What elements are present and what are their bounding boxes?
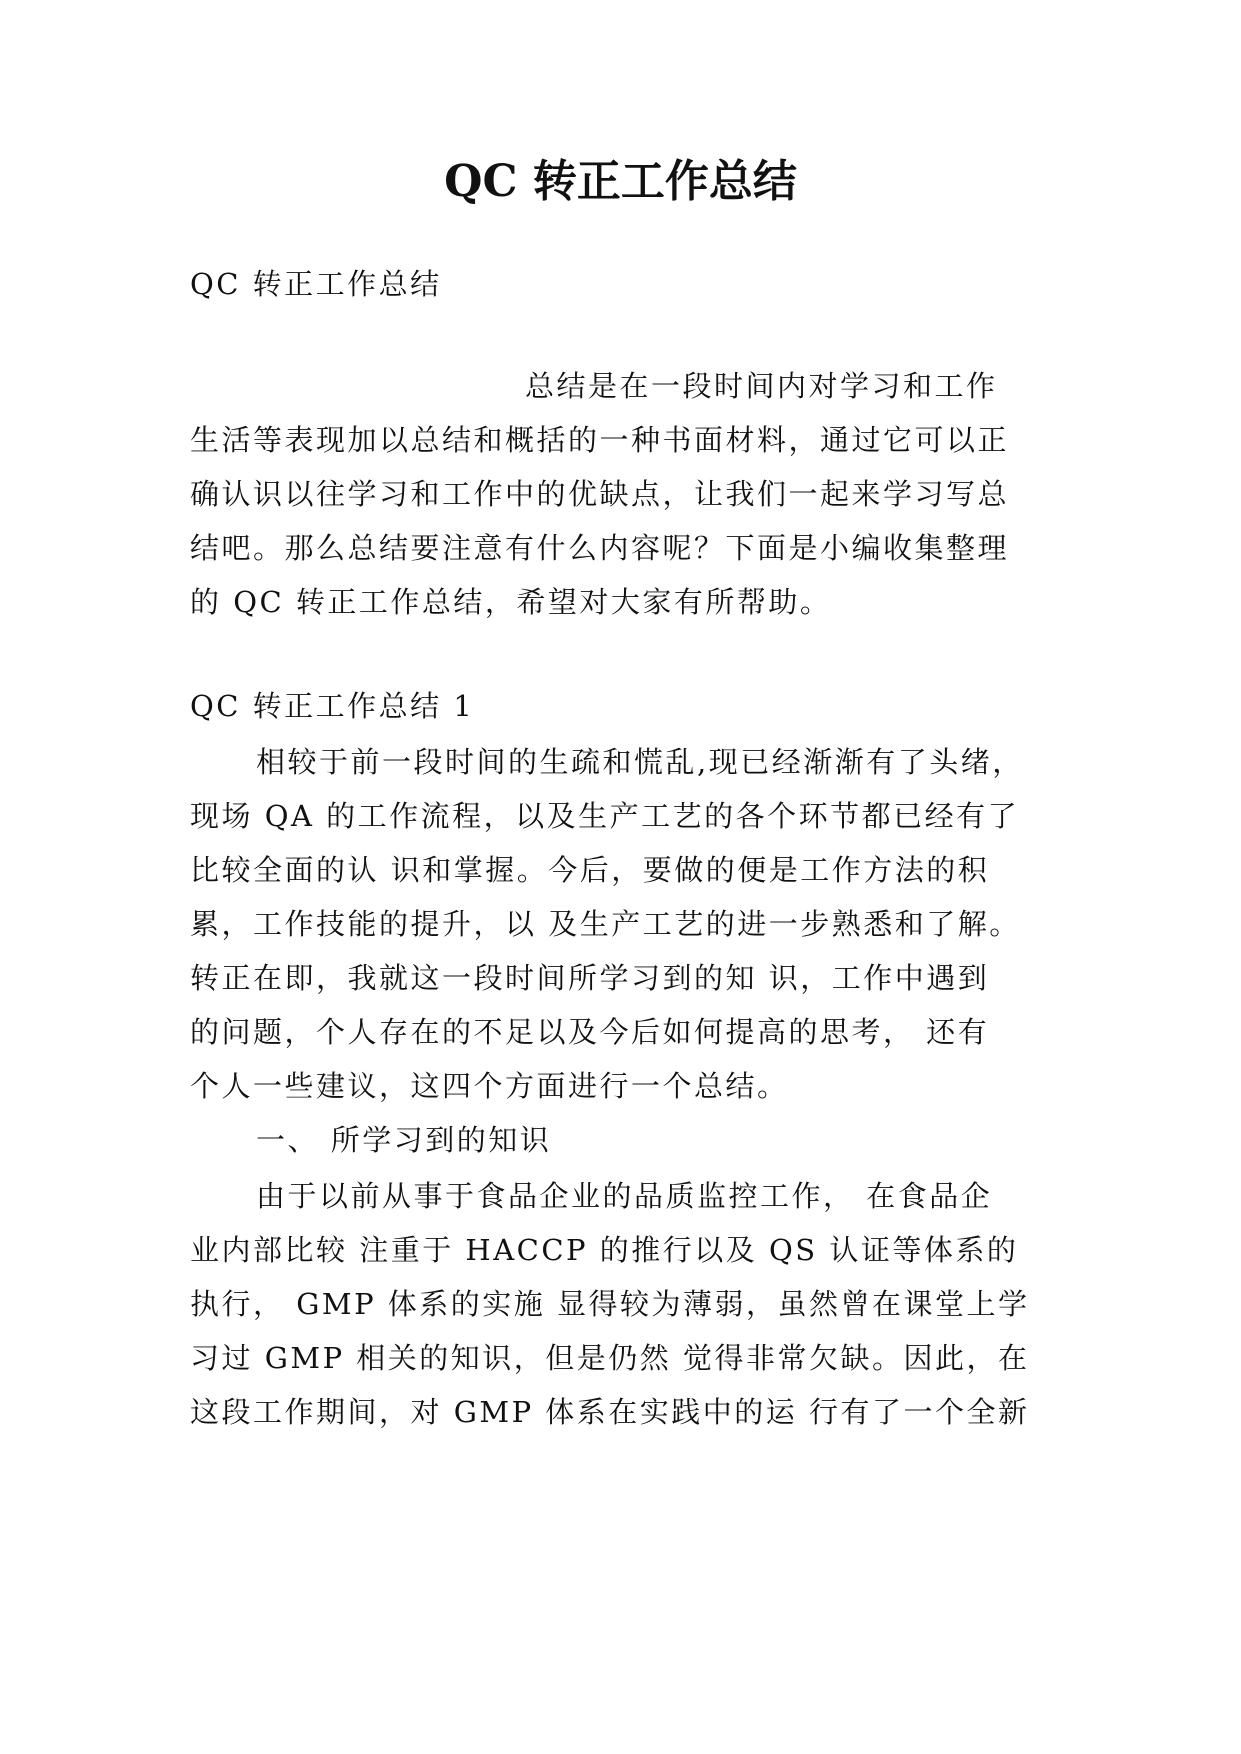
section1-line-2: 现场 QA 的工作流程，以及生产工艺的各个环节都已经有了 xyxy=(190,799,1020,833)
section1-body2-line-5: 这段工作期间，对 GMP 体系在实践中的运 行有了一个全新 xyxy=(190,1395,1030,1429)
section1-line-1: 相较于前一段时间的生疏和慌乱,现已经渐渐有了头绪， xyxy=(256,745,1024,779)
section1-body2-line-4: 习过 GMP 相关的知识，但是仍然 觉得非常欠缺。因此，在 xyxy=(190,1341,1030,1375)
section1-line-7: 个人一些建议，这四个方面进行一个总结。 xyxy=(190,1069,789,1103)
section1-line-3: 比较全面的认 识和掌握。今后，要做的便是工作方法的积 xyxy=(190,853,990,887)
section1-body2-line-2: 业内部比较 注重于 HACCP 的推行以及 QS 认证等体系的 xyxy=(190,1233,1019,1267)
intro-line-3: 确认识以往学习和工作中的优缺点，让我们一起来学习写总 xyxy=(190,477,1010,511)
intro-line-5: 的 QC 转正工作总结，希望对大家有所帮助。 xyxy=(190,585,832,619)
document-title: QC 转正工作总结 xyxy=(444,156,797,207)
document-subtitle: QC 转正工作总结 xyxy=(190,267,442,301)
section1-line-4: 累，工作技能的提升，以 及生产工艺的进一步熟悉和了解。 xyxy=(190,907,1021,941)
section1-body2-line-1: 由于以前从事于食品企业的品质监控工作， 在食品企 xyxy=(256,1179,993,1213)
intro-line-4: 结吧。那么总结要注意有什么内容呢？下面是小编收集整理 xyxy=(190,531,1010,565)
section1-body2-line-3: 执行， GMP 体系的实施 显得较为薄弱，虽然曾在课堂上学 xyxy=(190,1287,1030,1321)
section1-heading: QC 转正工作总结 1 xyxy=(190,689,475,723)
section1-line-5: 转正在即，我就这一段时间所学习到的知 识，工作中遇到 xyxy=(190,961,990,995)
section1-line-6: 的问题，个人存在的不足以及今后如何提高的思考， 还有 xyxy=(190,1015,990,1049)
intro-line-1: 总结是在一段时间内对学习和工作 xyxy=(525,369,998,403)
intro-line-2: 生活等表现加以总结和概括的一种书面材料，通过它可以正 xyxy=(190,423,1010,457)
subheading-knowledge: 一、 所学习到的知识 xyxy=(256,1123,552,1157)
